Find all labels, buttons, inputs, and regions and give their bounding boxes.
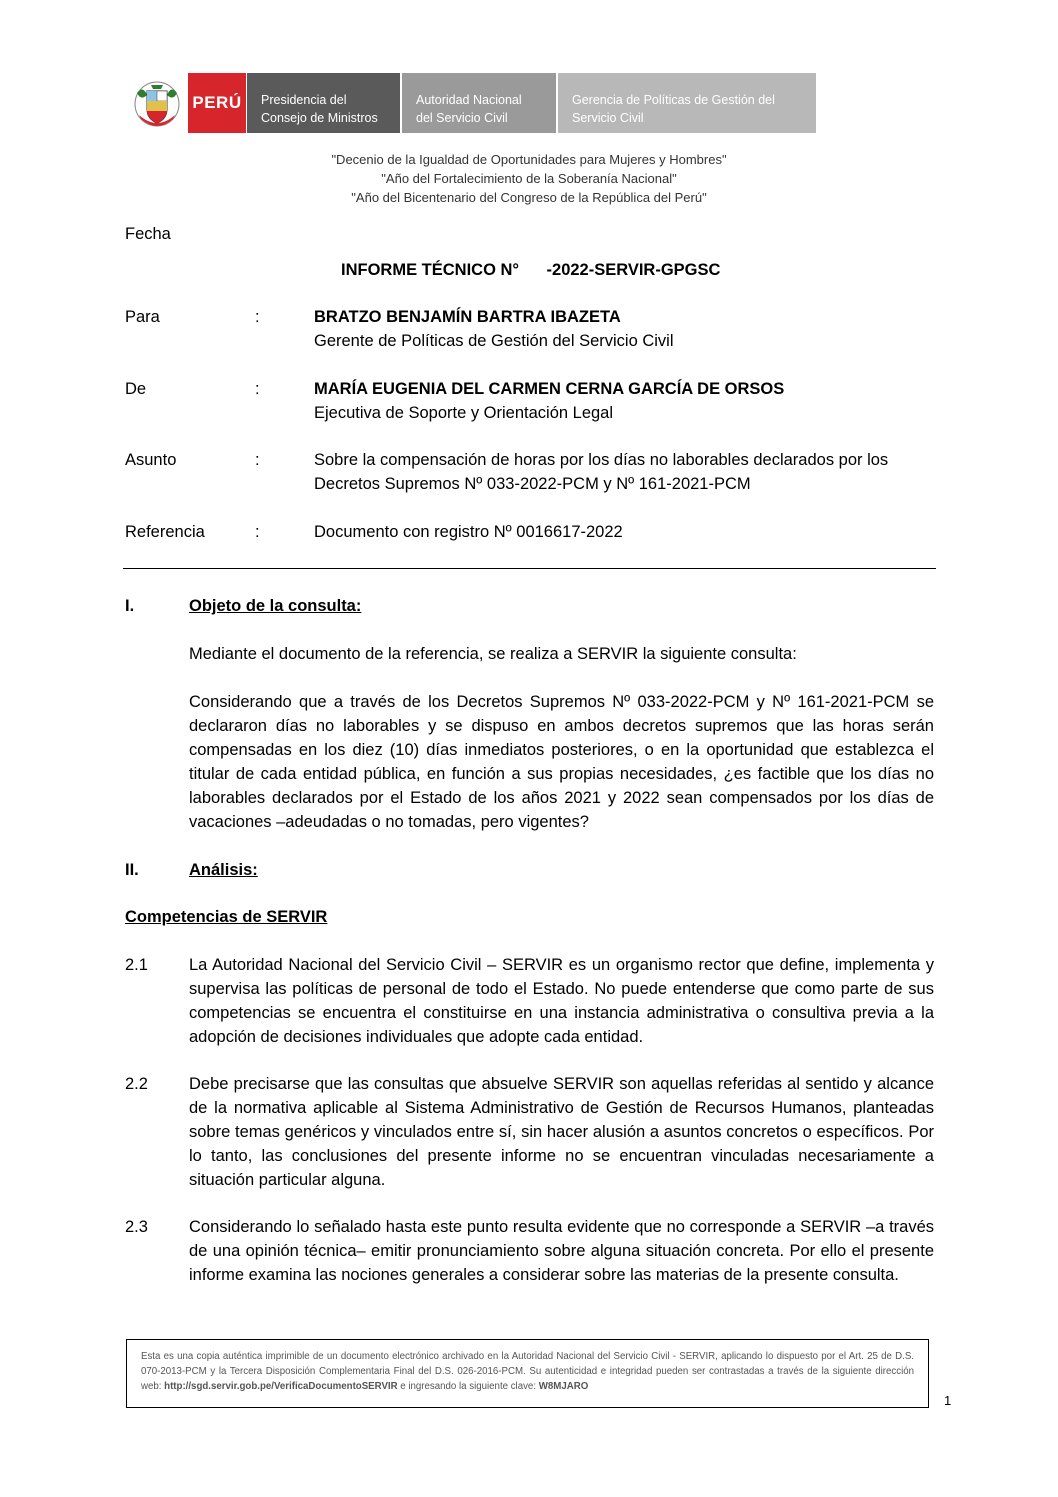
header-box-pcm-line1: Presidencia del (261, 93, 347, 107)
de-label: De (125, 380, 147, 398)
paragraph-2-1-text: La Autoridad Nacional del Servicio Civil – SERVIR es un organismo rector que define, implementa y supervisa las políticas de personal de todo el Estado. No puede entenderse que como parte de sus competencias se encuentra el constituirse en una instancia administrativa o consultiva previa a la adopción de decisiones individuales que adopte cada entidad. (189, 956, 934, 1046)
verification-key: W8MJARO (538, 1381, 589, 1392)
motto-year: "Año del Fortalecimiento de la Soberanía Nacional" (381, 171, 677, 186)
paragraph-2-3-text: Considerando lo señalado hasta este punto resulta evidente que no corresponde a SERVIR –a través de una opinión técnica– emitir pronunciamiento sobre alguna situación concreta. Por ello el presente informe examina las nociones generales a considerar sobre las materias de la presente consulta. (189, 1218, 934, 1284)
para-recipient (314, 305, 936, 353)
header-box-gpgsc-line2: Servicio Civil (572, 111, 644, 125)
asunto-label: Asunto (125, 451, 177, 469)
header-box-servir-line2: del Servicio Civil (416, 111, 508, 125)
referencia-colon: : (255, 523, 260, 541)
paragraph-2-2-text: Debe precisarse que las consultas que absuelve SERVIR son aquellas referidas al sentido y alcance de la normativa aplicable al Sistema Administrativo de Gestión de Recursos Humanos, planteadas sobre temas genéricos y vinculados entre sí, sin hacer alusión a asuntos concretos o específicos. Por lo tanto, las conclusiones del presente informe no se encuentran vinculadas necesariamente a situación particular alguna. (189, 1075, 934, 1189)
verification-url[interactable]: http://sgd.servir.gob.pe/VerificaDocumentoSERVIR (164, 1381, 398, 1392)
peru-logo (188, 73, 246, 133)
section1-intro: Mediante el documento de la referencia, se realiza a SERVIR la siguiente consulta: (189, 645, 797, 663)
horizontal-divider (123, 568, 936, 569)
para-role: Gerente de Políticas de Gestión del Servicio Civil (314, 332, 674, 350)
header-box-pcm (247, 73, 400, 133)
official-mottos (0, 150, 1058, 207)
report-title: INFORME TÉCNICO N° -2022-SERVIR-GPGSC (341, 261, 721, 279)
motto-decade: "Decenio de la Igualdad de Oportunidades para Mujeres y Hombres" (331, 152, 727, 167)
authenticity-notice (126, 1339, 929, 1408)
de-role: Ejecutiva de Soporte y Orientación Legal (314, 404, 614, 422)
motto-bicentennial: "Año del Bicentenario del Congreso de la República del Perú" (351, 190, 707, 205)
de-colon: : (255, 380, 260, 398)
de-name: MARÍA EUGENIA DEL CARMEN CERNA GARCÍA DE ORSOS (314, 380, 785, 398)
paragraph-2-1-number: 2.1 (125, 956, 148, 974)
header-box-gpgsc (558, 73, 816, 133)
section2-title: Análisis: (189, 861, 258, 879)
section1-number: I. (125, 597, 135, 615)
asunto-colon: : (255, 451, 260, 469)
header-box-servir (402, 73, 556, 133)
section2-number: II. (125, 861, 139, 879)
asunto-line1: Sobre la compensación de horas por los días no laborables declarados por los (314, 451, 889, 469)
paragraph-2-2-number: 2.2 (125, 1075, 148, 1093)
header-box-pcm-line2: Consejo de Ministros (261, 111, 378, 125)
para-colon: : (255, 308, 260, 326)
para-label: Para (125, 308, 160, 326)
authenticity-text: Esta es una copia auténtica imprimible de un documento electrónico archivado en la Autoridad Nacional del Servicio Civil - SERVIR, aplicando lo dispuesto por el Art. 25 de D.S. 070-2013-PCM y la Tercera Disposición Complementaria Final del D.S. 026-2016-PCM. Su autenticidad e integridad pueden ser contrastadas a través de la siguiente dirección web: (141, 1351, 914, 1392)
fecha-label: Fecha (125, 225, 171, 243)
referencia-label: Referencia (125, 523, 205, 541)
section1-title: Objeto de la consulta: (189, 597, 362, 615)
section1-query: Considerando que a través de los Decretos Supremos Nº 033-2022-PCM y Nº 161-2021-PCM se declararon días no laborables y se dispuso en ambos decretos supremos que las horas serán compensadas en los diez (10) días inmediatos posteriores, o en la oportunidad que establezca el titular de cada entidad pública, en función a sus propias necesidades, ¿es factible que los días no laborables declarados por el Estado de los años 2021 y 2022 sean compensados por los días de vacaciones –adeudadas o no tomadas, pero vigentes? (189, 693, 934, 831)
national-coat-of-arms-icon (133, 75, 181, 133)
section2-subheading: Competencias de SERVIR (125, 908, 328, 926)
page-number: 1 (944, 1393, 952, 1408)
header-box-gpgsc-line1: Gerencia de Políticas de Gestión del (572, 93, 775, 107)
header-box-servir-line1: Autoridad Nacional (416, 93, 522, 107)
asunto-line2: Decretos Supremos Nº 033-2022-PCM y Nº 161-2021-PCM (314, 475, 751, 493)
de-sender (314, 377, 936, 425)
asunto-text (314, 448, 936, 496)
para-name: BRATZO BENJAMÍN BARTRA IBAZETA (314, 308, 621, 326)
authenticity-text-middle: e ingresando la siguiente clave: (397, 1381, 539, 1392)
referencia-text: Documento con registro Nº 0016617-2022 (314, 523, 623, 541)
peru-label: PERÚ (192, 93, 242, 112)
paragraph-2-3-number: 2.3 (125, 1218, 148, 1236)
